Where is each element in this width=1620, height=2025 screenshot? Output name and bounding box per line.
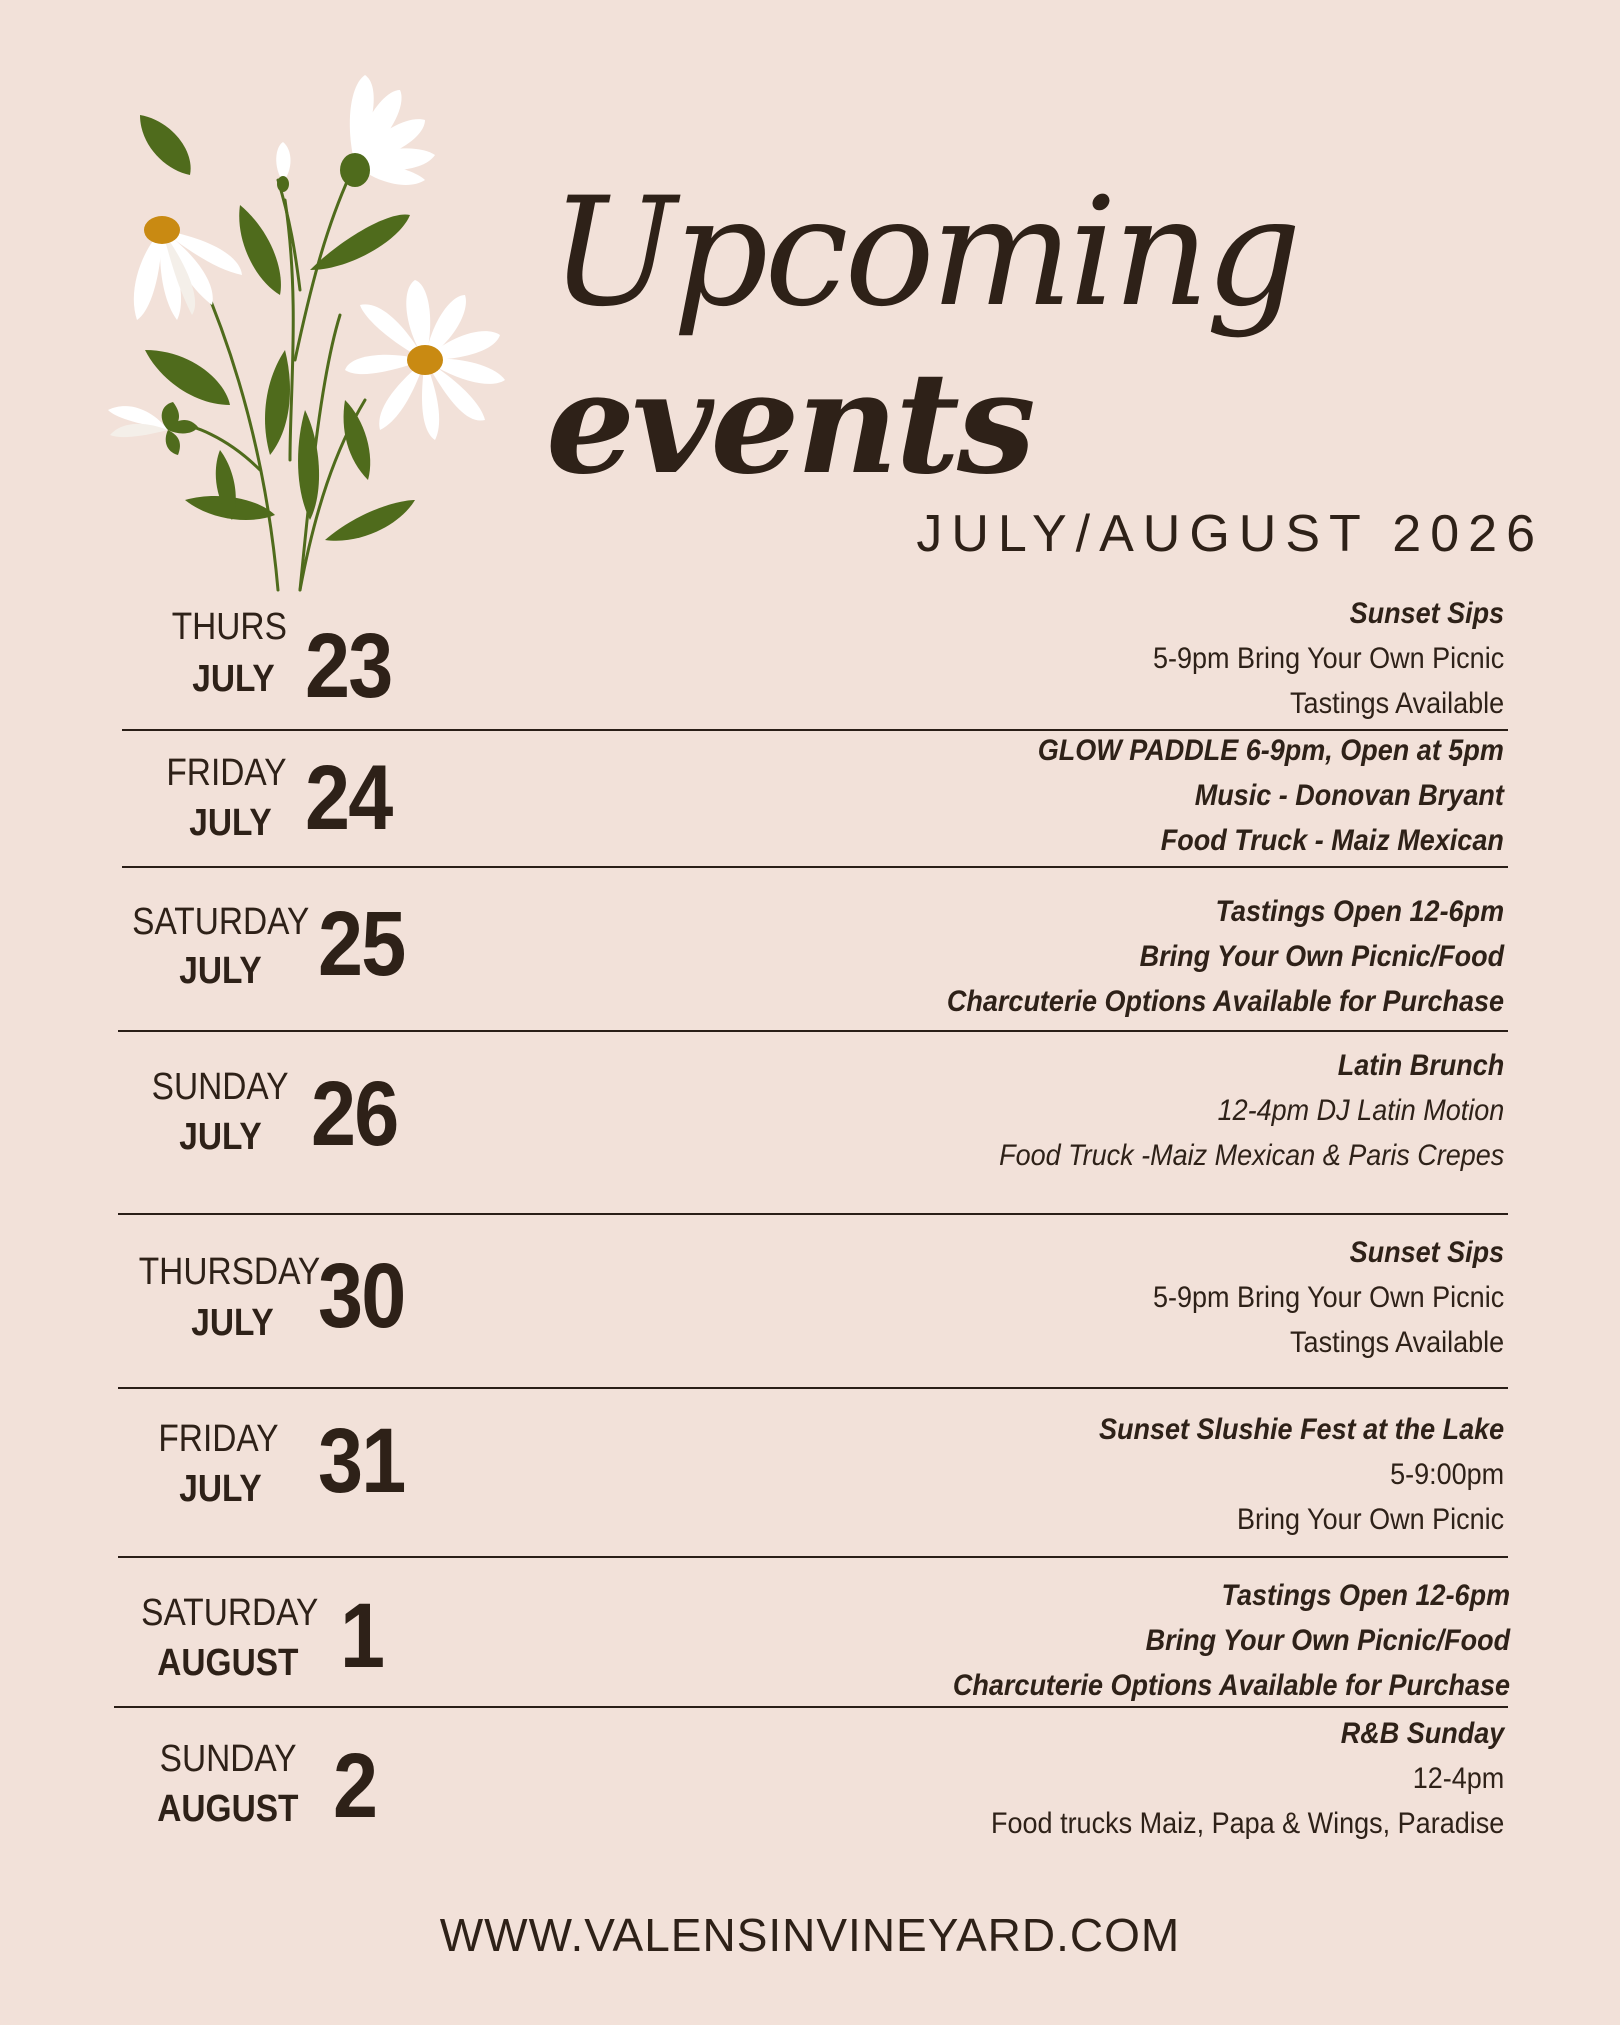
event-detail: 12-4pm DJ Latin Motion [1217, 1094, 1504, 1127]
event-detail: Tastings Available [1289, 687, 1504, 720]
event-day: THURS [171, 606, 287, 648]
title-upcoming: Upcoming [550, 166, 1298, 340]
event-date-number: 31 [318, 1410, 405, 1512]
event-date-number: 25 [318, 893, 405, 995]
event-title: R&B Sunday [1340, 1717, 1504, 1750]
event-month: JULY [179, 1468, 262, 1510]
divider [118, 1387, 1508, 1389]
divider [118, 1213, 1508, 1215]
event-month: AUGUST [156, 1642, 298, 1684]
divider [118, 1030, 1508, 1032]
event-month: JULY [189, 802, 272, 844]
subtitle-date-range: JULY/AUGUST 2026 [916, 505, 1544, 563]
event-day: FRIDAY [166, 752, 287, 794]
event-detail: Food trucks Maiz, Papa & Wings, Paradise [990, 1807, 1504, 1840]
daisy-flower-illustration [100, 60, 540, 620]
event-detail: 5-9:00pm [1389, 1458, 1504, 1491]
event-month: AUGUST [156, 1788, 298, 1830]
event-details [1153, 591, 1504, 726]
event-month: JULY [179, 950, 262, 992]
event-detail: Charcuterie Options Available for Purchase [952, 1669, 1510, 1702]
event-detail: Charcuterie Options Available for Purchase [946, 985, 1504, 1018]
event-title: Latin Brunch [1337, 1049, 1504, 1082]
event-title: GLOW PADDLE 6-9pm, Open at 5pm [1037, 734, 1504, 767]
event-detail: Tastings Available [1289, 1326, 1504, 1359]
event-detail: Music - Donovan Bryant [1194, 779, 1504, 812]
event-details [1038, 728, 1504, 863]
event-detail: Food Truck -Maiz Mexican & Paris Crepes [998, 1139, 1504, 1172]
event-detail: Food Truck - Maiz Mexican [1160, 824, 1504, 857]
event-title: Sunset Sips [1349, 1236, 1504, 1269]
event-date-number: 1 [340, 1585, 384, 1687]
event-day: SUNDAY [160, 1738, 297, 1780]
event-month: JULY [179, 1116, 262, 1158]
event-title: Tastings Open 12-6pm [1221, 1579, 1510, 1612]
event-detail: Bring Your Own Picnic/Food [1145, 1624, 1510, 1657]
website-url[interactable]: WWW.VALENSINVINEYARD.COM [439, 1909, 1181, 1961]
divider [114, 1706, 1508, 1708]
event-details [1153, 1230, 1504, 1365]
event-day: THURSDAY [138, 1251, 320, 1293]
event-date-number: 24 [305, 747, 392, 849]
title-events: events [546, 342, 1033, 506]
event-detail: 12-4pm [1412, 1762, 1504, 1795]
divider [122, 866, 1508, 868]
event-detail: 5-9pm Bring Your Own Picnic [1152, 1281, 1504, 1314]
divider [118, 1556, 1508, 1558]
event-detail: 5-9pm Bring Your Own Picnic [1152, 642, 1504, 675]
event-title: Sunset Slushie Fest at the Lake [1098, 1413, 1504, 1446]
event-day: SATURDAY [140, 1592, 318, 1634]
event-month: JULY [191, 1302, 274, 1344]
event-title: Tastings Open 12-6pm [1215, 895, 1504, 928]
event-date-number: 23 [305, 615, 392, 717]
event-day: SATURDAY [131, 901, 309, 943]
event-detail: Bring Your Own Picnic [1236, 1503, 1504, 1536]
event-details [1099, 1407, 1504, 1542]
event-month: JULY [192, 658, 275, 700]
event-day: FRIDAY [158, 1418, 279, 1460]
event-date-number: 26 [311, 1063, 398, 1165]
event-detail: Bring Your Own Picnic/Food [1139, 940, 1504, 973]
event-date-number: 30 [318, 1245, 405, 1347]
event-date-number: 2 [333, 1735, 377, 1837]
event-day: SUNDAY [152, 1066, 289, 1108]
event-details [991, 1711, 1504, 1846]
event-details [947, 889, 1504, 1024]
event-title: Sunset Sips [1349, 597, 1504, 630]
event-details [953, 1573, 1510, 1708]
event-details [999, 1043, 1504, 1178]
